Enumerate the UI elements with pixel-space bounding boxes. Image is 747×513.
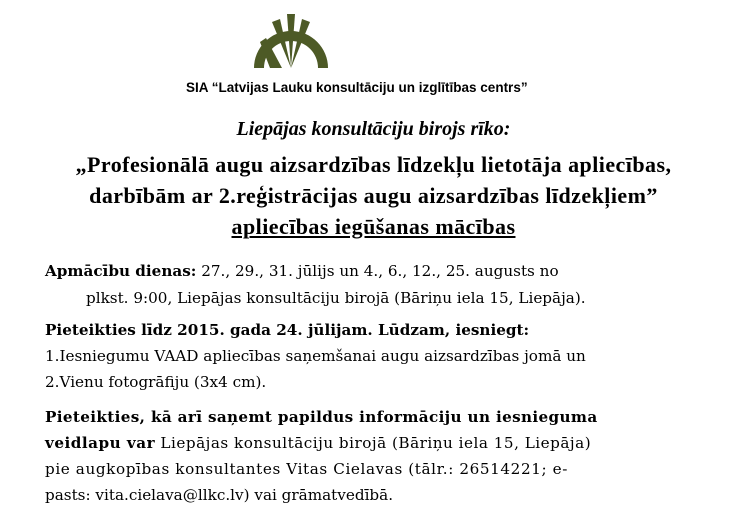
schedule-line-1 <box>45 261 559 281</box>
schedule-label: Apmācību dienas: <box>45 262 197 280</box>
schedule-line-2: plkst. 9:00, Liepājas konsultāciju birojā (Bāriņu iela 15, Liepāja). <box>86 289 586 307</box>
info-line-4: pasts: vita.cielava@llkc.lv) vai grāmatvedībā. <box>45 486 394 504</box>
intro-line: Liepājas konsultāciju birojs rīko: <box>236 118 511 140</box>
info-line-2 <box>45 433 591 453</box>
course-title-line-1: „Profesionālā augu aizsardzības līdzekļu lietotāja apliecības, <box>75 152 672 177</box>
course-title-line-3: apliecības iegūšanas mācības <box>231 214 516 239</box>
apply-item-2: 2.Vienu fotogrāfiju (3x4 cm). <box>45 373 267 391</box>
apply-heading: Pieteikties līdz 2015. gada 24. jūlijam. Lūdzam, iesniegt: <box>45 321 530 339</box>
info-line-3: pie augkopības konsultantes Vitas Cielavas (tālr.: 26514221; e- <box>45 460 568 478</box>
apply-item-1: 1.Iesniegumu VAAD apliecības saņemšanai augu aizsardzības jomā un <box>45 347 586 365</box>
info-line-1: Pieteikties, kā arī saņemt papildus informāciju un iesnieguma <box>45 408 598 426</box>
schedule-dates: 27., 29., 31. jūlijs un 4., 6., 12., 25. augusts no <box>196 262 559 280</box>
course-title-line-2: darbībām ar 2.reģistrācijas augu aizsardzības līdzekļiem” <box>89 183 658 208</box>
llkc-logo-icon <box>250 6 332 72</box>
organization-name: SIA “Latvijas Lauku konsultāciju un izglītības centrs” <box>186 80 528 95</box>
info-line-2-rest: Liepājas konsultāciju birojā (Bāriņu iela 15, Liepāja) <box>155 434 592 452</box>
info-line-2-bold: veidlapu var <box>45 434 156 452</box>
